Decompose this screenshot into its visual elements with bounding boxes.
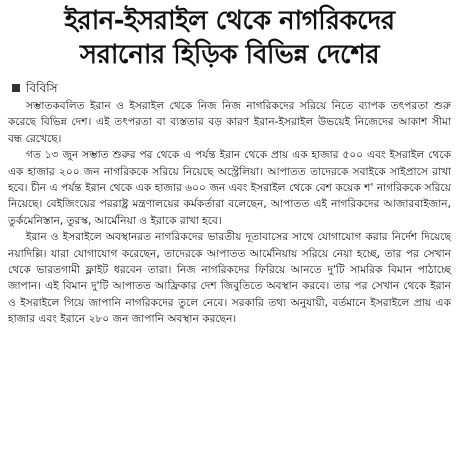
headline [8, 4, 451, 72]
headline-line-1: ইরান-ইসরাইল থেকে নাগরিকদের [64, 6, 395, 36]
paragraph-1: সম্ভাতকবলিত ইরান ও ইসরাইল থেকে নিজ নিজ নাগরিকদের সরিয়ে নিতে ব্যাপক তৎপরতা শুরু করেছে বিভিন্ন দেশ। এই তৎপরতা বা ব্যস্ততার বড় কারণ ইরান-ইসরাইল উভয়েই নিজেদের আকাশ সীমা বন্ধ রেখেছে। [8, 100, 451, 145]
paragraph-3: ইরান ও ইসরাইলে অবস্থানরত নাগরিকদের ভারতীয় দূতাবাসের সাথে যোগাযোগ করার নির্দেশ দিয়েছে নয়াদিল্লি। যারা যোগাযোগ করেছেন, তাদেরকে আপাতত আর্মেনিয়ায় সরিয়ে নেয়া হচ্ছে, তার পর সেখান থেকে ভারতগামী ফ্লাইট ধরবেন তারা। নিজ নাগরিকদের ফিরিয়ে আনতে দু'টি সামরিক বিমান পাঠাচ্ছে জাপান। এই বিমান দু'টি আপাতত আফ্রিকার দেশ জিবুতিতে অবস্থান করবে। তার পর সেখান থেকে ইরান ও ইসরাইলে গিয়ে জাপানি নাগরিকদের তুলে নেবে। সরকারি তথ্য অনুযায়ী, বর্তমানে ইসরাইলে প্রায় এক হাজার এবং ইরানে ২৮০ জন জাপানি অবস্থান করছেন। [8, 231, 451, 326]
source-byline [12, 80, 451, 96]
article-body [8, 98, 451, 328]
source-label: বিবিসি [26, 81, 58, 95]
paragraph-2: গত ১৩ জুন সম্ভাত শুরুর পর থেকে এ পর্যন্ত ইরান থেকে প্রায় এক হাজার ৫০০ এবং ইসরাইল থেকে এক হাজার ২০০ জন নাগরিককে সরিয়ে নিয়েছে অস্ট্রেলিয়া। আপাতত তাদেরকে সবাইকে সাইপ্রাসে রাখা হবে। চীন এ পর্যন্ত ইরান থেকে এক হাজার ৬০০ জন এবং ইসরাইল থেকে বেশ কয়েক শ' নাগরিককে সরিয়ে নিয়েছে। বেইজিংয়ের পররাষ্ট্র মন্ত্রণালয়ের কর্মকর্তারা বলেছেন, আপাতত এই নাগরিকদের আজারবাইজান, তুর্কমেনিস্তান, তুরস্ক, আর্মেনিয়া ও ইরাকে রাখা হবে। [8, 149, 451, 227]
headline-line-2: সরানোর হিড়িক বিভিন্ন দেশের [79, 40, 380, 70]
square-bullet-icon [12, 84, 20, 92]
